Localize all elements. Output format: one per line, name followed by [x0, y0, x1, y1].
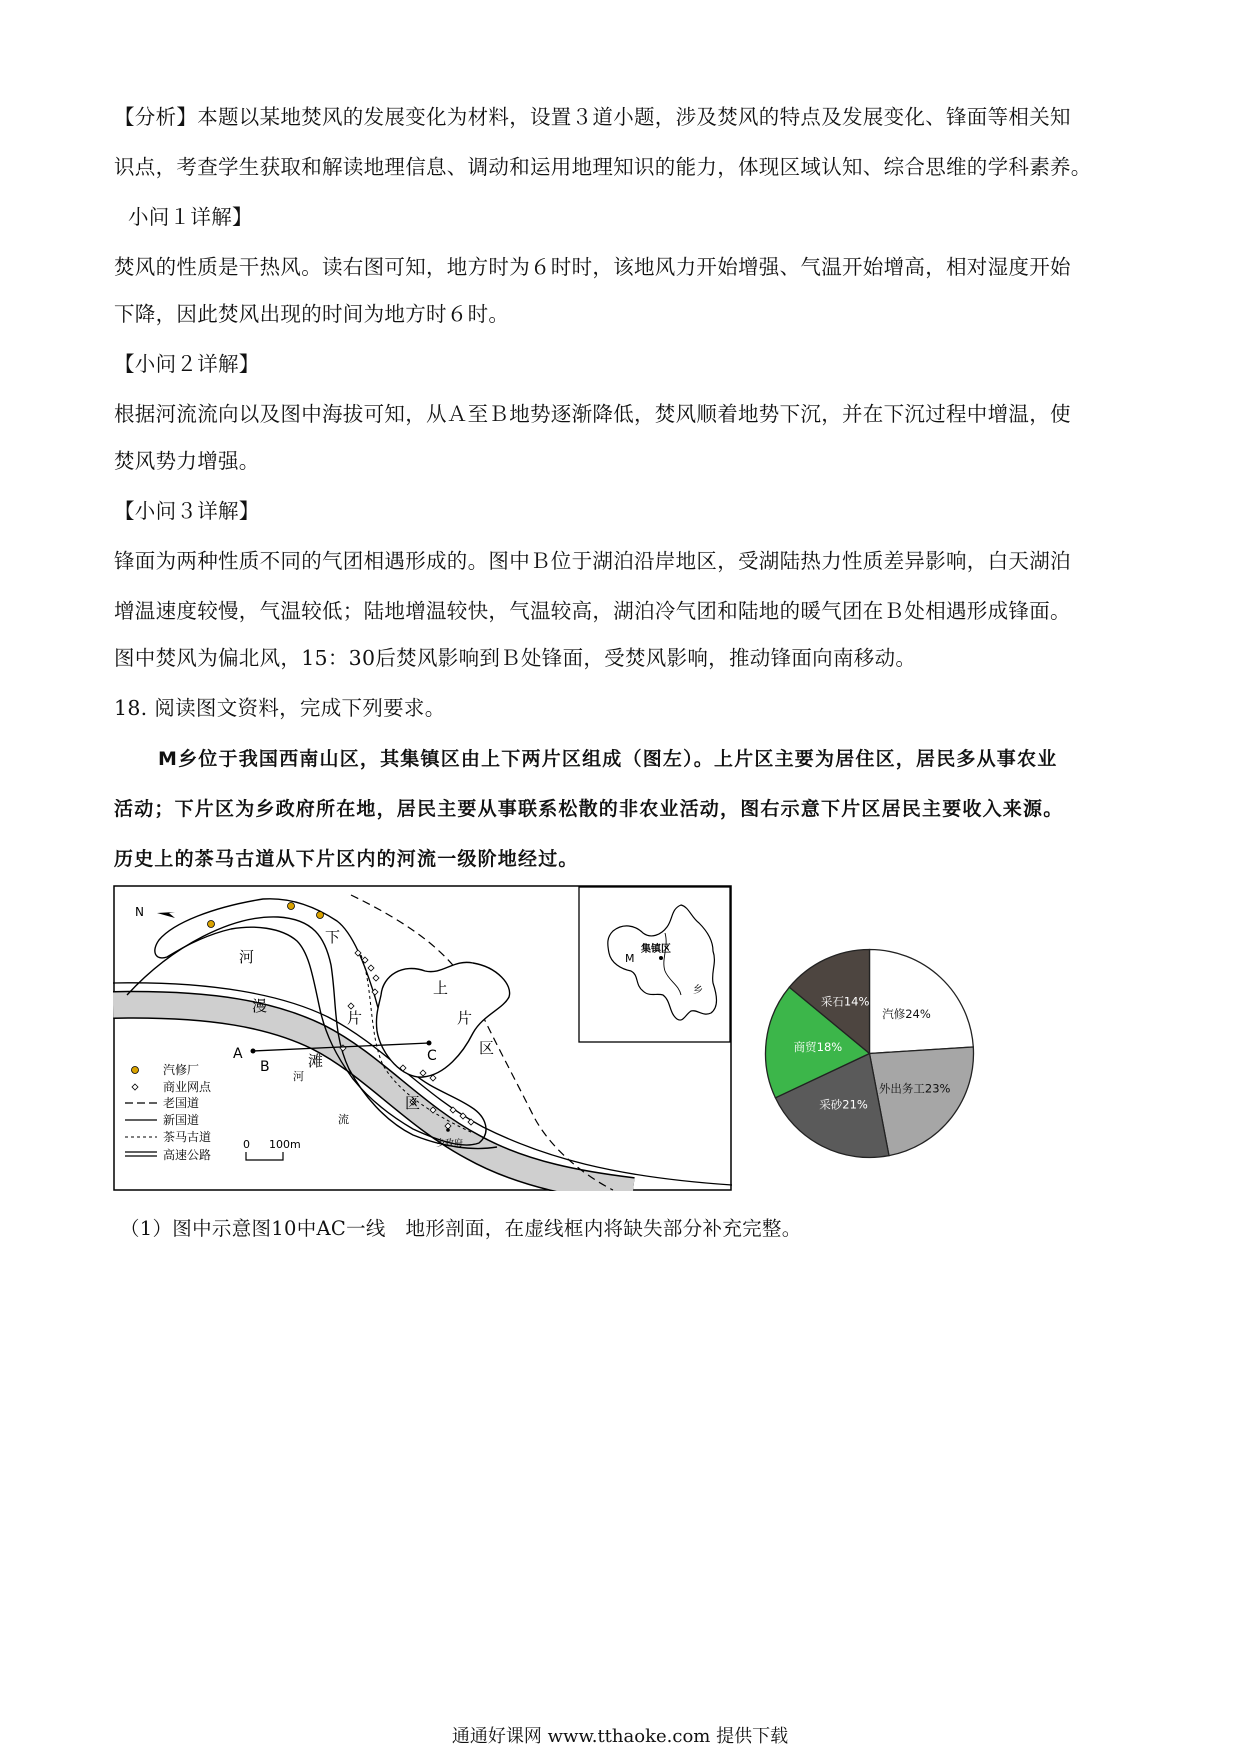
- subq2-line-1: 根据河流流向以及图中海拔可知，从Ａ至Ｂ地势逐渐降低，焚风顺着地势下沉，并在下沉过程中增温，使: [114, 402, 1071, 426]
- legend-repair: 汽修厂: [163, 1063, 200, 1077]
- label-b: B: [260, 1059, 270, 1075]
- label-he: 河: [239, 948, 255, 966]
- pie-slice-label: 采砂21%: [819, 1097, 868, 1112]
- label-c: C: [427, 1048, 437, 1064]
- subq1-line-1: 焚风的性质是干热风。读右图可知，地方时为６时时，该地风力开始增强、气温开始增高，相对湿度开始: [114, 255, 1071, 279]
- material-line-2: 活动；下片区为乡政府所在地，居民主要从事联系松散的非农业活动，图右示意下片区居民主要收入来源。: [114, 798, 1064, 820]
- legend-repair-icon: [132, 1067, 139, 1074]
- subq1-heading: 小问１详解】: [128, 205, 253, 229]
- income-pie-chart: [762, 946, 977, 1161]
- label-xia: 下: [325, 928, 341, 946]
- label-river-liu: 流: [338, 1113, 349, 1126]
- scale-zero: 0: [243, 1138, 250, 1151]
- point-a-marker: [251, 1049, 256, 1054]
- label-a: A: [233, 1046, 243, 1062]
- label-shang: 上: [433, 979, 449, 997]
- pie-slice-label: 采石14%: [820, 994, 870, 1009]
- repair-shop-icon: [317, 912, 324, 919]
- pie-slice-label: 外出务工23%: [878, 1081, 951, 1096]
- pie-slice: [870, 950, 974, 1054]
- scale-distance: 100m: [269, 1138, 301, 1151]
- legend-highway: 高速公路: [163, 1148, 212, 1162]
- question-1: （1）图中示意图10中AC一线 地形剖面，在虚线框内将缺失部分补充完整。: [120, 1217, 802, 1240]
- inset-town-marker: [659, 956, 663, 960]
- repair-shop-icon: [208, 921, 215, 928]
- label-qu-lower: 区: [405, 1094, 421, 1112]
- analysis-line-2: 识点，考查学生获取和解读地理信息、调动和运用地理知识的能力，体现区域认知、综合思维的学科素养。: [114, 155, 1092, 179]
- point-c-marker: [427, 1041, 432, 1046]
- legend-old-road: 老国道: [163, 1096, 200, 1110]
- subq3-line-1: 锋面为两种性质不同的气团相遇形成的。图中Ｂ位于湖泊沿岸地区，受湖陆热力性质差异影响，白天湖泊: [114, 549, 1071, 573]
- subq2-line-2: 焚风势力增强。: [114, 449, 260, 473]
- subq3-heading: 【小问３详解】: [114, 499, 260, 523]
- subq3-line-3: 图中焚风为偏北风，15：30后焚风影响到Ｂ处锋面，受焚风影响，推动锋面向南移动。: [114, 646, 917, 670]
- subq1-line-2: 下降，因此焚风出现的时间为地方时６时。: [114, 302, 510, 326]
- analysis-line-1: 【分析】本题以某地焚风的发展变化为材料，设置３道小题，涉及焚风的特点及发展变化、锋面等相关知: [114, 105, 1071, 129]
- material-line-3: 历史上的茶马古道从下片区内的河流一级阶地经过。: [114, 848, 579, 870]
- subq3-line-2: 增温速度较慢，气温较低；陆地增温较快，气温较高，湖泊冷气团和陆地的暖气团在Ｂ处相遇形成锋面。: [114, 599, 1071, 623]
- label-river-he: 河: [293, 1070, 304, 1083]
- label-tan: 滩: [308, 1052, 324, 1070]
- label-gov: 乡政府: [436, 1139, 464, 1149]
- legend-new-road: 新国道: [163, 1113, 200, 1127]
- repair-shop-icon: [288, 903, 295, 910]
- page-footer: 通通好课网 www.tthaoke.com 提供下载: [451, 1726, 789, 1747]
- inset-label-town: 集镇区: [641, 944, 671, 955]
- material-line-1: M乡位于我国西南山区，其集镇区由上下两片区组成（图左）。上片区主要为居住区，居民多从事农业: [158, 748, 1058, 770]
- town-map-figure: [113, 885, 732, 1191]
- label-pian-lower: 片: [347, 1009, 363, 1027]
- pie-slice-label: 商贸18%: [793, 1039, 843, 1054]
- subq2-heading: 【小问２详解】: [114, 352, 260, 376]
- township-gov-marker: [446, 1128, 450, 1132]
- label-man: 漫: [252, 997, 268, 1015]
- label-pian-upper: 片: [457, 1009, 473, 1027]
- inset-map: [579, 887, 730, 1042]
- legend-shop: 商业网点: [163, 1080, 212, 1094]
- inset-label-xiang: 乡: [693, 985, 703, 996]
- inset-label-m: M: [625, 952, 635, 965]
- legend-tea-road: 茶马古道: [163, 1130, 212, 1144]
- label-qu-upper: 区: [479, 1039, 495, 1057]
- question-18-title: 18. 阅读图文资料，完成下列要求。: [114, 696, 446, 720]
- north-label: N: [135, 905, 144, 919]
- pie-slice-label: 汽修24%: [882, 1007, 931, 1022]
